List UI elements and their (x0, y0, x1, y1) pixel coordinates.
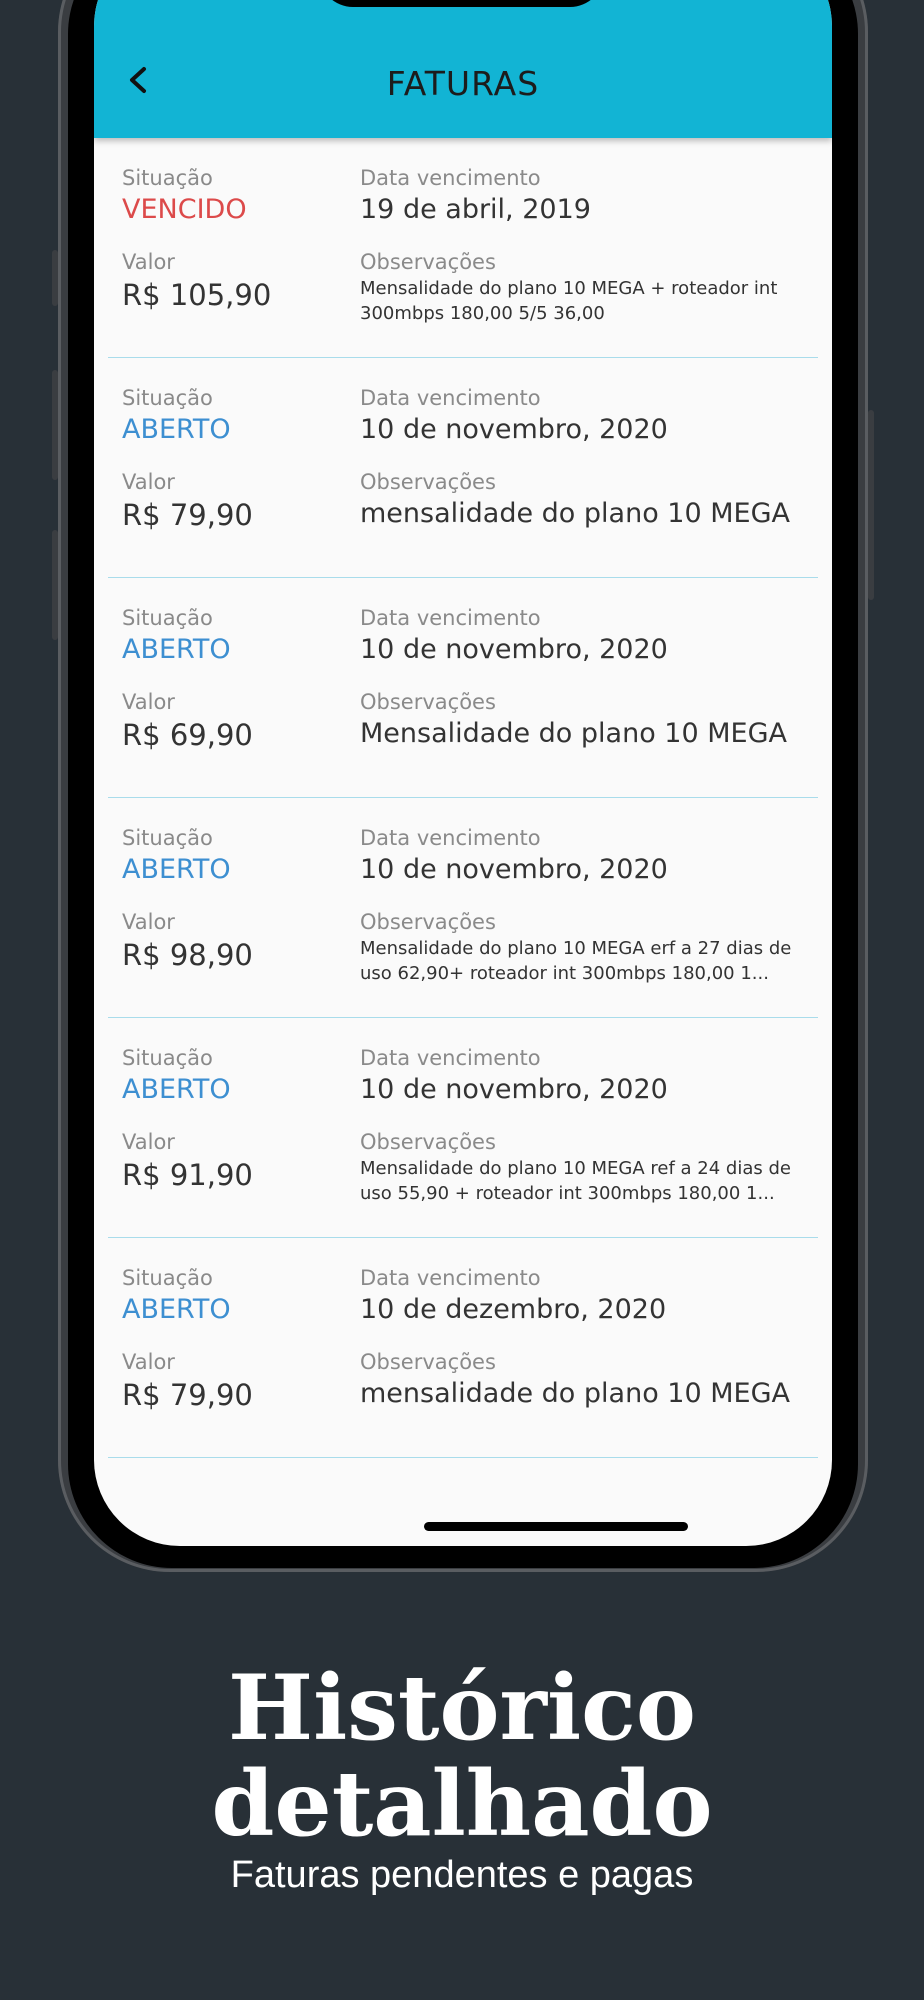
due-date-label: Data vencimento (360, 386, 541, 410)
due-date-value: 10 de dezembro, 2020 (360, 1294, 667, 1325)
due-date-label: Data vencimento (360, 606, 541, 630)
invoice-item[interactable] (108, 1018, 818, 1238)
amount-value: R$ 69,90 (122, 718, 253, 752)
promo-headline-line1: Histórico (228, 1655, 696, 1761)
due-date-value: 10 de novembro, 2020 (360, 1074, 668, 1105)
status-label: Situação (122, 606, 213, 630)
status-value: ABERTO (122, 1074, 231, 1105)
invoice-item[interactable] (108, 578, 818, 798)
due-date-label: Data vencimento (360, 1266, 541, 1290)
status-label: Situação (122, 386, 213, 410)
phone-screen (94, 0, 832, 1546)
status-label: Situação (122, 1266, 213, 1290)
status-value: ABERTO (122, 414, 231, 445)
promo-subheadline: Faturas pendentes e pagas (230, 1854, 694, 1896)
due-date-value: 10 de novembro, 2020 (360, 414, 668, 445)
phone-side-button (52, 250, 58, 306)
promo-headline-line2: detalhado (211, 1751, 713, 1857)
notes-label: Observações (360, 1350, 496, 1374)
due-date-label: Data vencimento (360, 1046, 541, 1070)
invoice-list (108, 138, 818, 1458)
amount-label: Valor (122, 1350, 175, 1374)
notes-value: mensalidade do plano 10 MEGA (360, 1378, 790, 1409)
due-date-label: Data vencimento (360, 166, 541, 190)
notes-value: Mensalidade do plano 10 MEGA ref a 24 dias de uso 55,90 + roteador int 300mbps 180,00 1... (360, 1158, 791, 1204)
invoice-item[interactable] (108, 798, 818, 1018)
due-date-value: 10 de novembro, 2020 (360, 854, 668, 885)
notes-label: Observações (360, 470, 496, 494)
notes-label: Observações (360, 1130, 496, 1154)
amount-value: R$ 105,90 (122, 278, 272, 312)
amount-label: Valor (122, 1130, 175, 1154)
amount-label: Valor (122, 470, 175, 494)
invoice-item[interactable] (108, 138, 818, 358)
status-value: VENCIDO (122, 194, 247, 225)
amount-value: R$ 98,90 (122, 938, 253, 972)
invoice-item[interactable] (108, 1238, 818, 1458)
promo-headline (0, 1655, 924, 1857)
status-value: ABERTO (122, 854, 231, 885)
amount-value: R$ 79,90 (122, 498, 253, 532)
notes-value: Mensalidade do plano 10 MEGA erf a 27 dias de uso 62,90+ roteador int 300mbps 180,00 1... (360, 938, 792, 984)
amount-value: R$ 79,90 (122, 1378, 253, 1412)
due-date-value: 10 de novembro, 2020 (360, 634, 668, 665)
page-title: FATURAS (386, 64, 540, 103)
notes-label: Observações (360, 250, 496, 274)
status-label: Situação (122, 1046, 213, 1070)
amount-label: Valor (122, 250, 175, 274)
notes-label: Observações (360, 910, 496, 934)
notes-value: mensalidade do plano 10 MEGA (360, 498, 790, 529)
status-value: ABERTO (122, 634, 231, 665)
phone-volume-up (52, 370, 58, 480)
amount-label: Valor (122, 690, 175, 714)
home-indicator[interactable] (424, 1522, 688, 1531)
invoice-item[interactable] (108, 358, 818, 578)
phone-volume-down (52, 530, 58, 640)
phone-power-button (868, 410, 874, 600)
status-label: Situação (122, 826, 213, 850)
amount-value: R$ 91,90 (122, 1158, 253, 1192)
app-header (94, 0, 832, 138)
due-date-value: 19 de abril, 2019 (360, 194, 591, 225)
notch (319, 0, 604, 7)
notes-label: Observações (360, 690, 496, 714)
notes-value: Mensalidade do plano 10 MEGA + roteador int 300mbps 180,00 5/5 36,00 (360, 278, 778, 324)
notes-value: Mensalidade do plano 10 MEGA (360, 718, 787, 749)
status-label: Situação (122, 166, 213, 190)
amount-label: Valor (122, 910, 175, 934)
status-value: ABERTO (122, 1294, 231, 1325)
due-date-label: Data vencimento (360, 826, 541, 850)
